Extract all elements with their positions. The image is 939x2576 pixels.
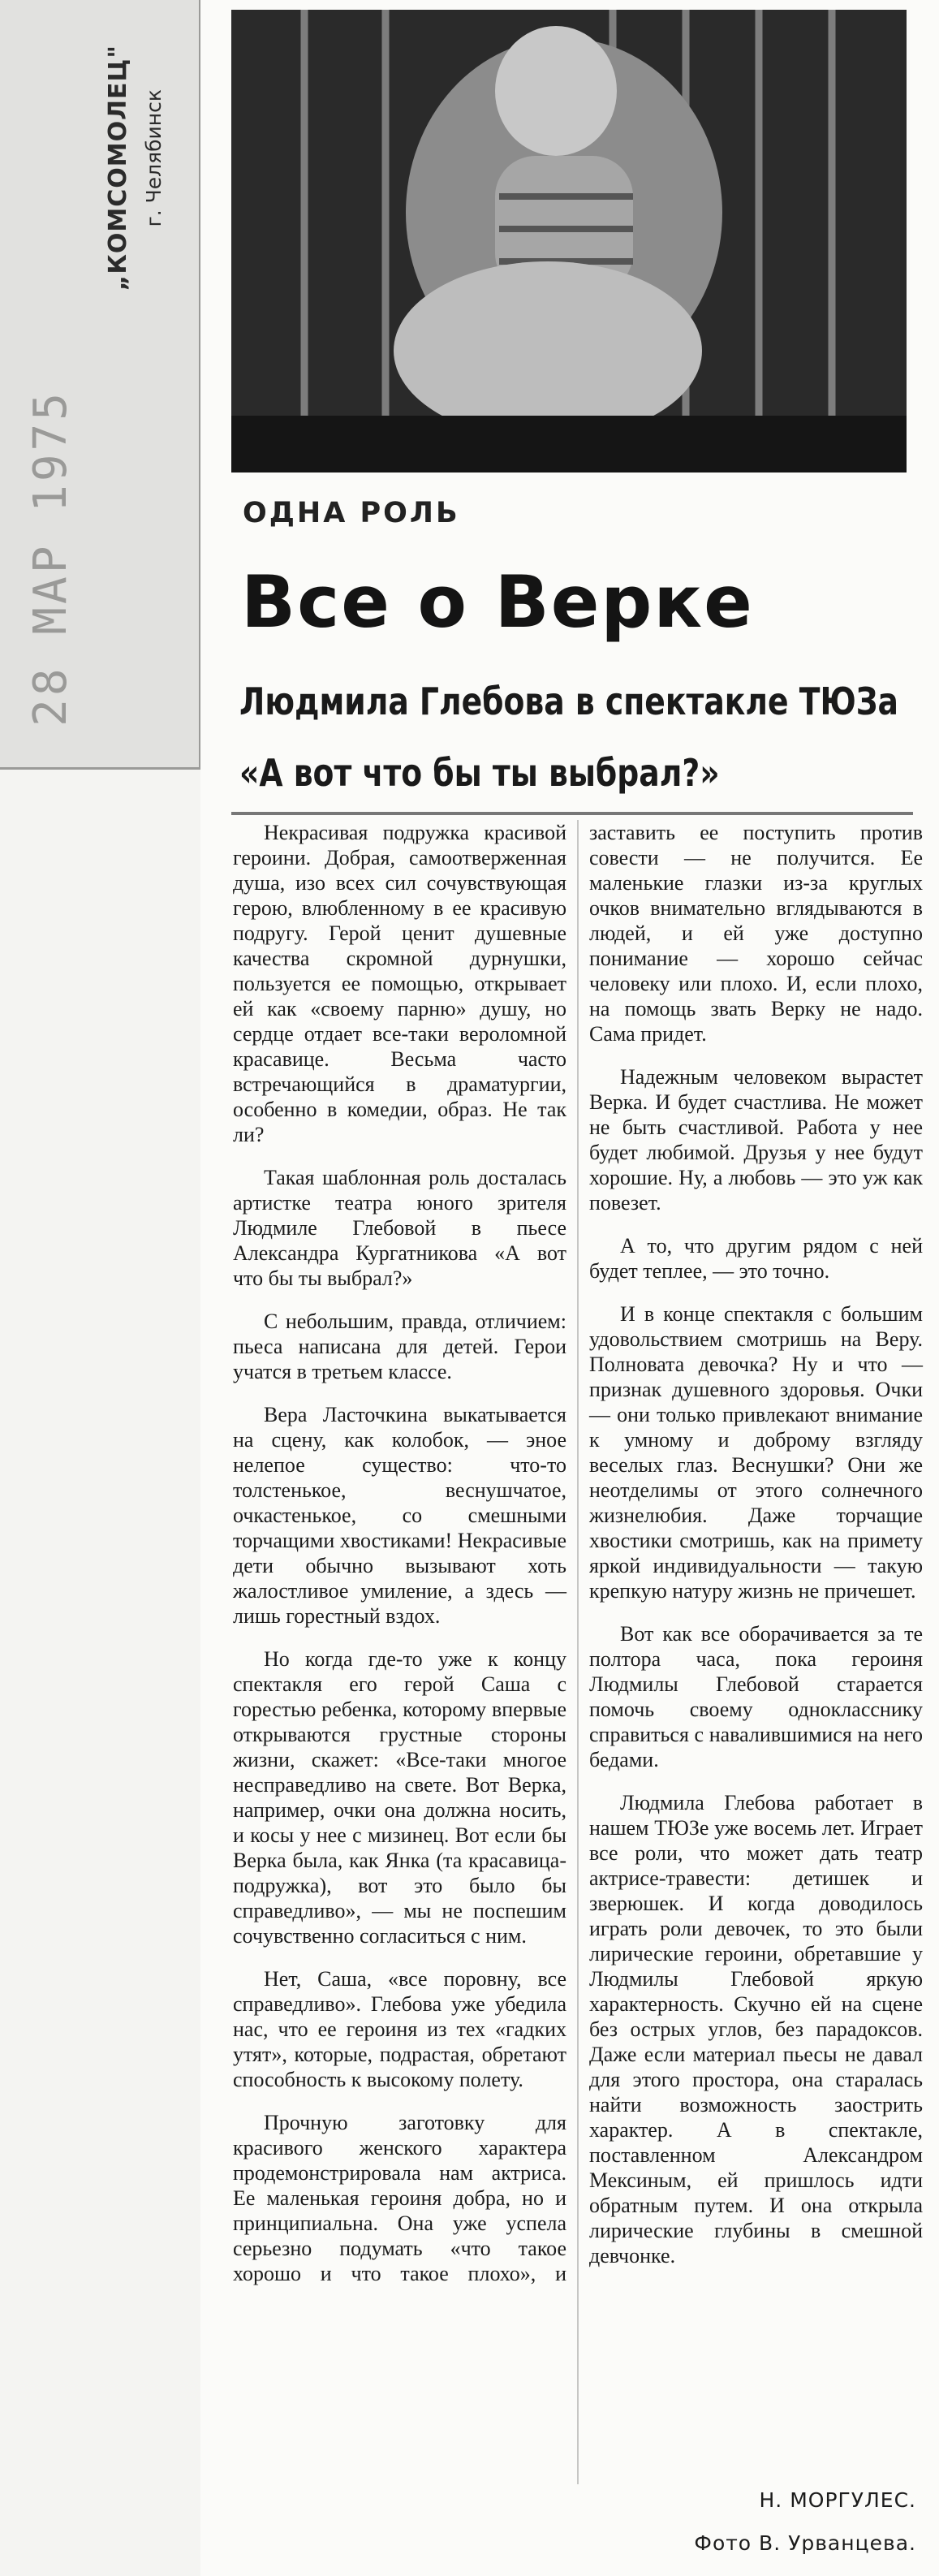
article-body (233, 820, 923, 2484)
article-subtitle (239, 666, 899, 809)
date-stamp: 28 МАР 1975 (24, 390, 77, 727)
rubric: ОДНА РОЛЬ (243, 497, 460, 529)
subtitle-line-2: «А вот что бы ты выбрал?» (239, 751, 720, 795)
paragraph: Но когда где-то уже к концу спектакля его герой Саша с горестью ребенка, которому впервые открываются грустные стороны жизни, скажет: «Все-таки многое несправедливо на свете. Вот Верка, например, очки она должна носить, и косы у нее с мизинец. Вот если бы Верка была, как Янка (та красавица-подружка), вот это было бы справедливо», — мы не поспешим сочувственно согласиться с ним. (233, 1647, 566, 1948)
title-divider (231, 812, 913, 815)
subtitle-line-1: Людмила Глебова в спектакле ТЮЗа (239, 680, 899, 723)
newspaper-name: „КОМСОМОЛЕЦ" (104, 45, 132, 291)
paragraph: Надежным человеком вырастет Верка. И будет счастлива. Не может не быть счастливой. Работа у нее будет любимой. Друзья у нее будут хорошие. Ну, а любовь — это уж как повезет. (589, 1065, 923, 1215)
newspaper-clipping (200, 0, 939, 2576)
photo-illustration (231, 10, 907, 472)
newspaper-city: г. Челябинск (142, 89, 166, 227)
paragraph: Прочную заготовку для красивого женского характера продемонстрировала нам актриса. Ее маленькая героиня добра, но и принципиальна. Она уже успела серьезно подумать «что такое хорошо и что такое плохо», и заставить ее поступить против совести — не получится. Ее маленькие глазки из-за круглых очков внимательно вглядываются в людей, и ей уже доступно понимание — хорошо сейчас человеку или плохо. И, если плохо, на помощь звать Верку не надо. Сама придет. (233, 821, 923, 2285)
paragraph: Вот как все оборачивается за те полтора часа, пока героиня Людмилы Глебовой старается помочь своему однокласснику справиться с навалившимися на него бедами. (589, 1622, 923, 1771)
paragraph: А то, что другим рядом с ней будет теплее, — это точно. (589, 1234, 923, 1283)
paragraph: Вера Ласточкина выкатывается на сцену, как колобок, — эное нелепое существо: что-то толстенькое, веснушчатое, очкастенькое, со смешными торчащими хвостиками! Некрасивые дети обычно вызывают хоть жалостливое умиление, а здесь — лишь горестный вздох. (233, 1403, 566, 1628)
actress-photo (231, 10, 907, 472)
paragraph: Нет, Саша, «все поровну, все справедливо». Глебова уже убедила нас, что ее героиня из тех «гадких утят», которые, подрастая, обретают способность к высокому полету. (233, 1967, 566, 2091)
paragraph: Такая шаблонная роль досталась артистке театра юного зрителя Людмиле Глебовой в пьесе Александра Кургатникова «А вот что бы ты выбрал?» (233, 1166, 566, 1290)
paragraph: Некрасивая подружка красивой героини. Добрая, самоотверженная душа, изо всех сил сочувствующая герою, влюбленному в ее красивую подругу. Герой ценит душевные качества скромной дурнушки, пользуется ее помощью, открывает ей как «своему парню» душу, но сердце отдает все-таки вероломной красавице. Весьма часто встречающийся в драматургии, особенно в комедии, образ. Не так ли? (233, 821, 566, 1146)
article-title: Все о Верке (241, 560, 754, 644)
paragraph: С небольшим, правда, отличием: пьеса написана для детей. Герои учатся в третьем классе. (233, 1310, 566, 1383)
photo-credit: Фото В. Урванцева. (694, 2531, 916, 2555)
paragraph: Людмила Глебова работает в нашем ТЮЗе уже восемь лет. Играет все роли, что может дать театр актрисе-травести: детишек и зверюшек. И когда доводилось играть роли девочек, то это были лирические героини, обретавшие у Людмилы Глебовой яркую характерность. Скучно ей на сцене без острых углов, без парадоксов. Даже если материал пьесы не давал для этого простора, она старалась найти возможность заострить характер. А в спектакле, поставленном Александром Мексиным, ей пришлось идти обратным путем. И она открыла лирические глубины в смешной девчонке. (589, 1791, 923, 2267)
author-signature: Н. МОРГУЛЕС. (759, 2488, 916, 2512)
clipping-mount (0, 0, 201, 770)
paragraph: И в конце спектакля с большим удовольствием смотришь на Веру. Полновата девочка? Ну и что — признак душевного здоровья. Очки — они только привлекают внимание к умному и доброму взгляду веселых глаз. Веснушки? Они же неотделимы от этого солнечного жизнелюбия. Даже торчащие хвостики смотришь, как на примету яркой индивидуальности — такую крепкую натуру жизнь не причешет. (589, 1302, 923, 1603)
